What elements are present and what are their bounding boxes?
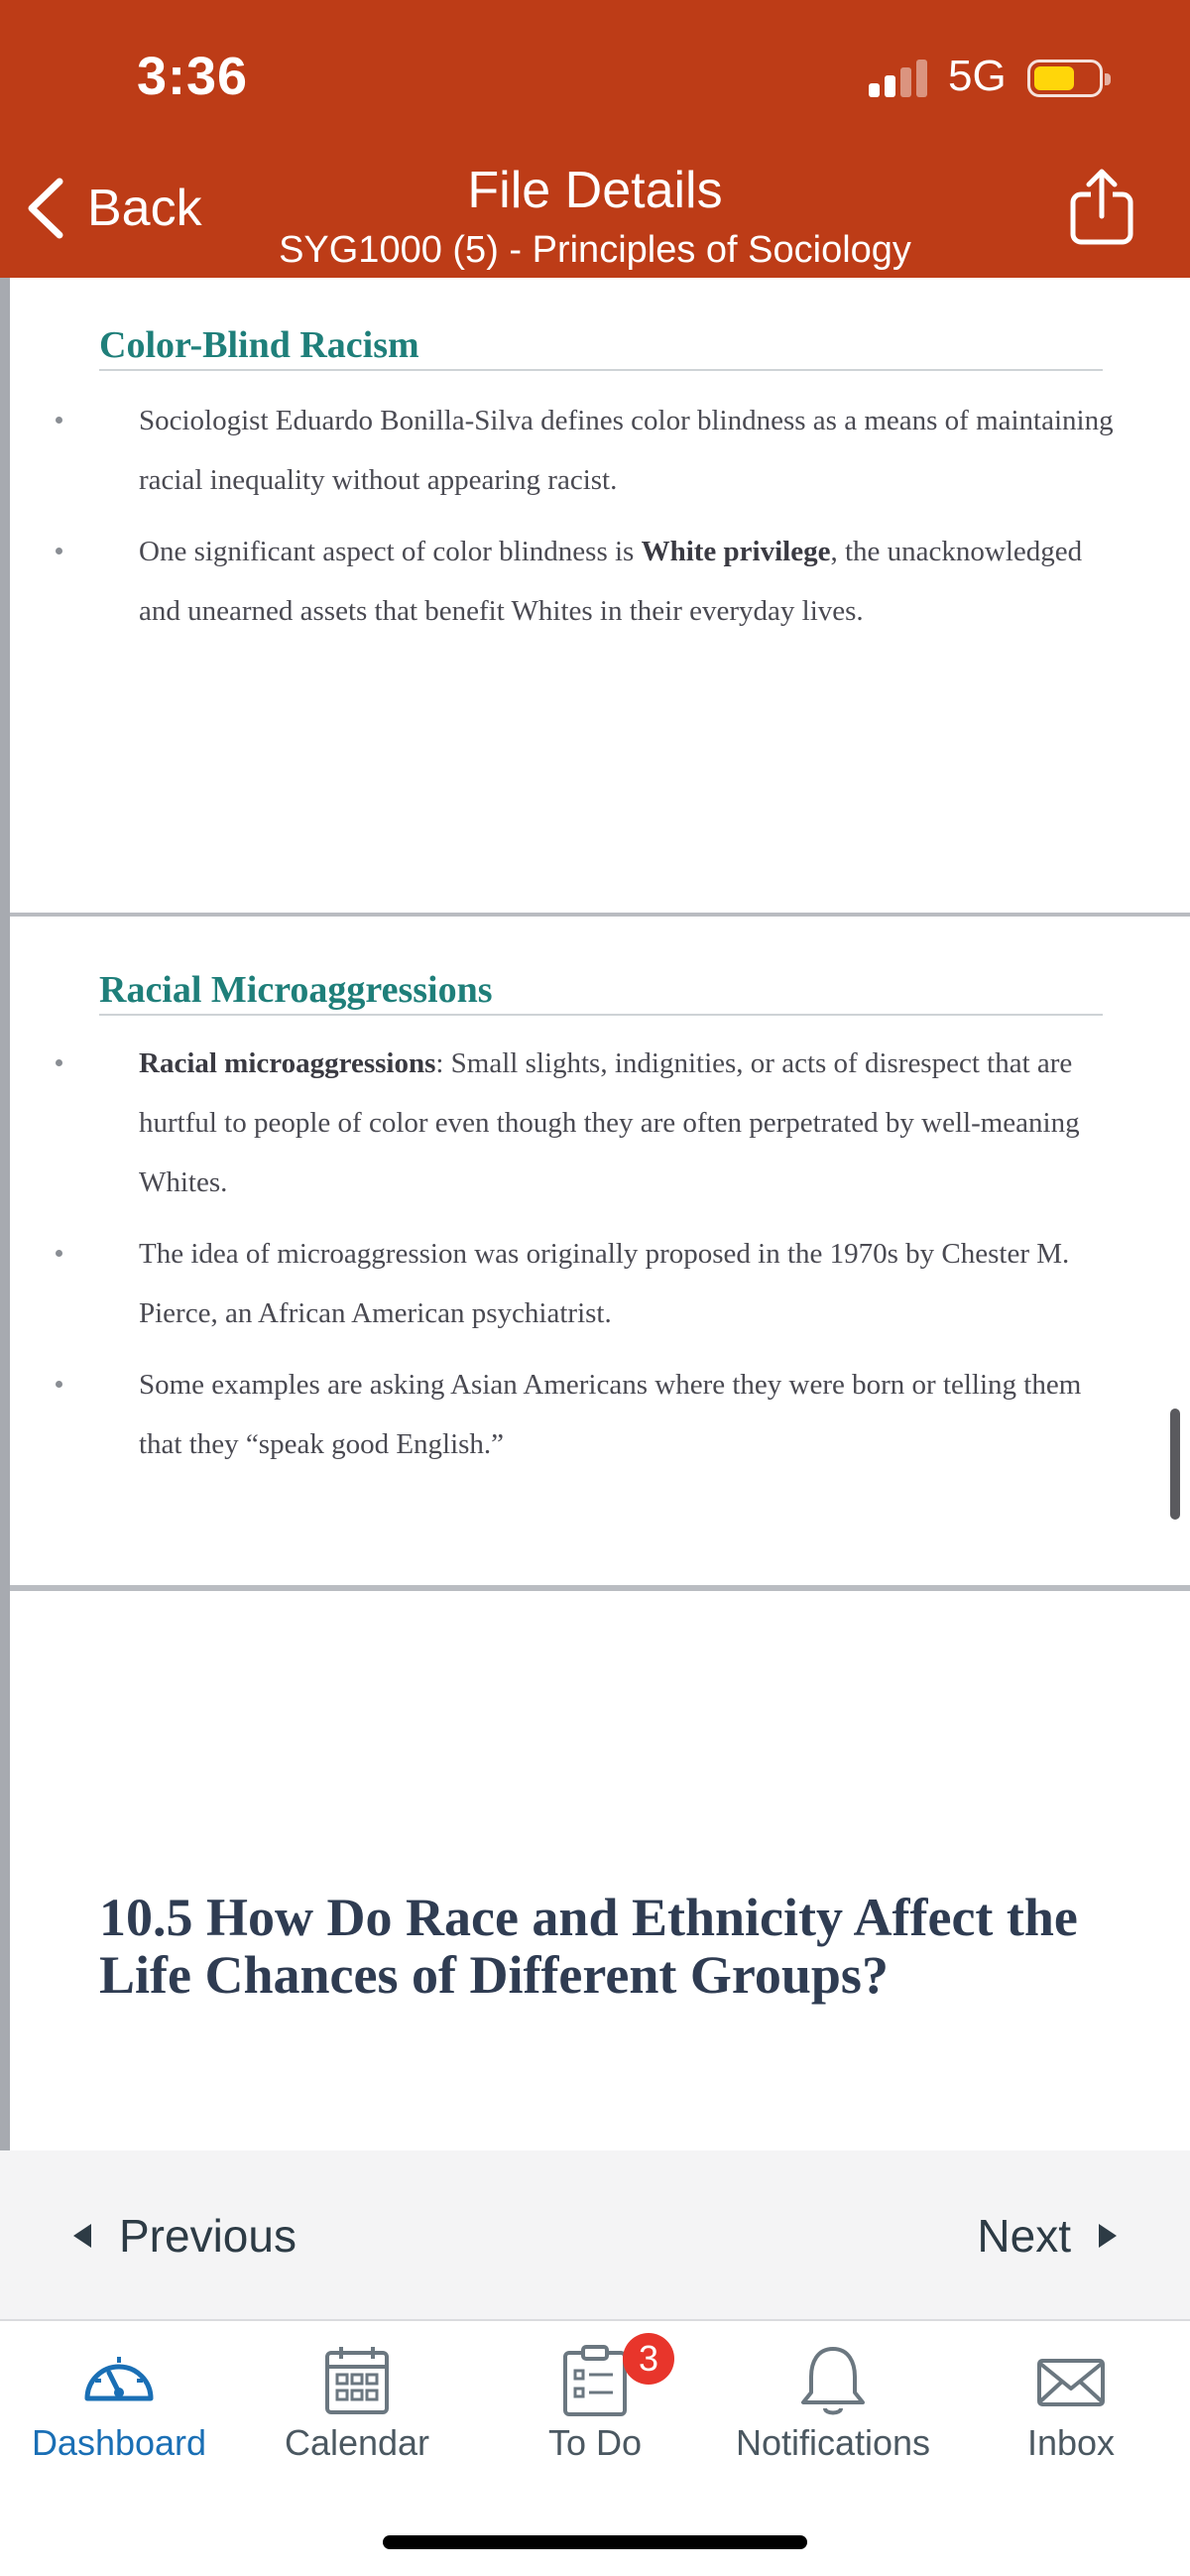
tab-dashboard[interactable]: [0, 2323, 238, 2482]
bullet-text: , the unacknowledged and unearned assets that benefit Whites in their everyday lives.: [139, 536, 1083, 627]
bullet-list: [10, 1034, 1190, 1486]
slide-racial-microaggressions: [10, 917, 1190, 1587]
tab-label: Notifications: [735, 2422, 931, 2463]
title-divider: [99, 369, 1103, 371]
tab-inbox[interactable]: [952, 2323, 1190, 2482]
page-edge: [0, 278, 10, 2150]
battery-icon: [1027, 60, 1103, 97]
todo-count-badge: 3: [623, 2333, 674, 2385]
tab-label: Dashboard: [31, 2422, 207, 2463]
course-subtitle: SYG1000 (5) - Principles of Sociology: [279, 229, 911, 271]
app-header: [0, 0, 1190, 278]
previous-label: Previous: [119, 2210, 297, 2262]
next-label: Next: [977, 2210, 1071, 2262]
slide-color-blind-racism: [10, 278, 1190, 913]
bullet-item: [10, 1034, 1190, 1212]
cellular-signal-icon: [869, 60, 932, 97]
status-time: 3:36: [137, 47, 249, 106]
bullet-dot: [56, 548, 62, 554]
bullet-dot: [56, 1250, 62, 1257]
bullet-dot: [56, 417, 62, 424]
home-indicator[interactable]: [383, 2535, 807, 2549]
tab-label: Inbox: [1026, 2422, 1116, 2463]
slide-section-heading: [10, 1591, 1190, 2150]
bullet-item: [10, 522, 1190, 641]
envelope-icon: [1031, 2341, 1111, 2420]
tab-notifications[interactable]: [714, 2323, 952, 2482]
bullet-text: Sociologist Eduardo Bonilla-Silva defines color blindness as a means of maintaining racial inequality without appearing racist.: [139, 405, 1114, 496]
tab-label: Calendar: [284, 2422, 430, 2463]
bullet-item: [10, 1224, 1190, 1343]
share-icon[interactable]: [1067, 167, 1136, 246]
bell-icon: [793, 2341, 873, 2420]
back-button[interactable]: [24, 169, 202, 248]
bullet-text-pre: One significant aspect of color blindness is: [139, 536, 642, 567]
previous-button[interactable]: [73, 2206, 297, 2266]
pager-bar: [0, 2150, 1190, 2321]
tab-calendar[interactable]: [238, 2323, 476, 2482]
caret-left-icon: [73, 2224, 91, 2248]
bullet-term: White privilege: [641, 536, 831, 567]
title-divider: [99, 1014, 1103, 1016]
chevron-left-icon: [24, 176, 67, 241]
document-viewer[interactable]: [0, 278, 1190, 2150]
scrollbar-thumb[interactable]: [1170, 1409, 1180, 1520]
dashboard-icon: [79, 2341, 159, 2420]
bullet-item: [10, 391, 1190, 510]
bullet-dot: [56, 1059, 62, 1066]
tab-todo[interactable]: [476, 2323, 714, 2482]
header-titles: [248, 157, 942, 276]
network-type: 5G: [948, 52, 1007, 100]
bullet-dot: [56, 1381, 62, 1388]
slide-title: Color-Blind Racism: [99, 324, 419, 366]
bullet-list: [10, 391, 1190, 653]
bullet-text: Some examples are asking Asian Americans where they were born or telling them that they “speak good English.”: [139, 1369, 1082, 1460]
bullet-term: Racial microaggressions: [139, 1047, 436, 1079]
slide-title: Racial Microaggressions: [99, 969, 493, 1011]
caret-right-icon: [1099, 2224, 1117, 2248]
section-heading: 10.5 How Do Race and Ethnicity Affect the Life Chances of Different Groups?: [99, 1888, 1078, 2005]
page-title: File Details: [467, 162, 723, 219]
bullet-text: The idea of microaggression was originally proposed in the 1970s by Chester M. Pierce, an African American psychiatrist.: [139, 1238, 1070, 1329]
bullet-item: [10, 1355, 1190, 1474]
next-button[interactable]: [977, 2206, 1117, 2266]
tab-label: To Do: [547, 2422, 643, 2463]
back-label: Back: [87, 180, 202, 237]
calendar-icon: [317, 2341, 397, 2420]
bullet-text: : Small slights, indignities, or acts of disrespect that are hurtful to people of color even though they are often perpetrated by well-meaning Whites.: [139, 1047, 1080, 1198]
